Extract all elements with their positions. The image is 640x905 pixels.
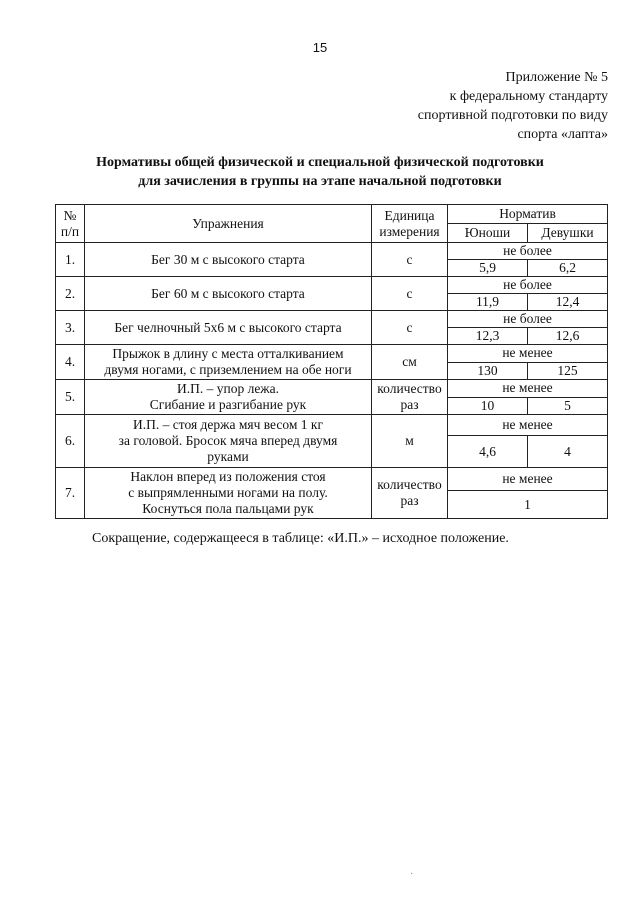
table-row bbox=[56, 415, 608, 436]
row-boys-value: 12,3 bbox=[448, 328, 528, 345]
header-row bbox=[56, 205, 608, 224]
unit-line: количество bbox=[377, 477, 442, 492]
row-girls-value: 5 bbox=[528, 397, 608, 415]
title-line: Нормативы общей физической и специальной физической подготовки bbox=[96, 155, 544, 170]
row-condition: не менее bbox=[448, 468, 608, 491]
row-condition: не менее bbox=[448, 415, 608, 436]
header-boys: Юноши bbox=[448, 224, 528, 243]
header-exercise: Упражнения bbox=[85, 205, 372, 243]
row-exercise: Бег 30 м с высокого старта bbox=[85, 243, 372, 277]
row-exercise bbox=[85, 468, 372, 519]
row-boys-value: 4,6 bbox=[448, 436, 528, 468]
row-exercise: Бег 60 м с высокого старта bbox=[85, 277, 372, 311]
row-num: 3. bbox=[56, 311, 85, 345]
exercise-line: Сгибание и разгибание рук bbox=[149, 397, 307, 412]
row-condition: не более bbox=[448, 277, 608, 294]
bottom-mark: · bbox=[410, 868, 414, 879]
header-girls: Девушки bbox=[528, 224, 608, 243]
row-boys-value: 11,9 bbox=[448, 294, 528, 311]
row-num: 4. bbox=[56, 345, 85, 380]
row-condition: не менее bbox=[448, 345, 608, 363]
row-exercise bbox=[85, 345, 372, 380]
row-unit: см bbox=[372, 345, 448, 380]
row-unit: с bbox=[372, 243, 448, 277]
title-line: для зачисления в группы на этапе начальной подготовки bbox=[138, 174, 502, 189]
row-condition: не более bbox=[448, 311, 608, 328]
exercise-line: двумя ногами, с приземлением на обе ноги bbox=[104, 362, 352, 377]
table-row bbox=[56, 380, 608, 398]
row-num: 1. bbox=[56, 243, 85, 277]
document-title bbox=[0, 153, 640, 191]
table-row bbox=[56, 243, 608, 260]
row-unit: с bbox=[372, 311, 448, 345]
appendix-line: к федеральному стандарту bbox=[449, 89, 608, 104]
exercise-line: И.П. – упор лежа. bbox=[176, 381, 280, 396]
row-girls-value: 12,6 bbox=[528, 328, 608, 345]
table-row bbox=[56, 345, 608, 363]
header-norm: Норматив bbox=[448, 205, 608, 224]
row-num: 2. bbox=[56, 277, 85, 311]
appendix-line: спортивной подготовки по виду bbox=[417, 108, 608, 123]
row-unit: с bbox=[372, 277, 448, 311]
standards-table bbox=[55, 204, 608, 519]
row-unit: м bbox=[372, 415, 448, 468]
row-both-value: 1 bbox=[448, 491, 608, 519]
exercise-line: руками bbox=[207, 449, 249, 464]
row-boys-value: 130 bbox=[448, 362, 528, 380]
exercise-line: Прыжок в длину с места отталкиванием bbox=[112, 346, 344, 361]
exercise-line: с выпрямленными ногами на полу. bbox=[128, 485, 328, 500]
row-exercise bbox=[85, 415, 372, 468]
unit-line: раз bbox=[400, 397, 419, 412]
unit-line: раз bbox=[400, 493, 419, 508]
exercise-line: за головой. Бросок мяча вперед двумя bbox=[118, 433, 338, 448]
row-num: 7. bbox=[56, 468, 85, 519]
exercise-line: Коснуться пола пальцами рук bbox=[142, 501, 314, 516]
table-row bbox=[56, 311, 608, 328]
unit-line: количество bbox=[377, 381, 442, 396]
row-girls-value: 6,2 bbox=[528, 260, 608, 277]
row-condition: не более bbox=[448, 243, 608, 260]
row-girls-value: 12,4 bbox=[528, 294, 608, 311]
row-girls-value: 4 bbox=[528, 436, 608, 468]
header-unit: Единица измерения bbox=[372, 205, 448, 243]
appendix-header bbox=[418, 68, 608, 144]
row-unit bbox=[372, 380, 448, 415]
row-num: 6. bbox=[56, 415, 85, 468]
row-num: 5. bbox=[56, 380, 85, 415]
table-row bbox=[56, 468, 608, 491]
exercise-line: И.П. – стоя держа мяч весом 1 кг bbox=[132, 417, 323, 432]
exercise-line: Наклон вперед из положения стоя bbox=[130, 469, 326, 484]
row-exercise bbox=[85, 380, 372, 415]
row-boys-value: 10 bbox=[448, 397, 528, 415]
header-num: № п/п bbox=[56, 205, 85, 243]
page-number: 15 bbox=[312, 40, 328, 55]
footnote: Сокращение, содержащееся в таблице: «И.П.» – исходное положение. bbox=[92, 531, 509, 546]
row-boys-value: 5,9 bbox=[448, 260, 528, 277]
row-girls-value: 125 bbox=[528, 362, 608, 380]
appendix-line: Приложение № 5 bbox=[505, 70, 608, 85]
table-row bbox=[56, 277, 608, 294]
appendix-line: спорта «лапта» bbox=[517, 127, 608, 142]
row-unit bbox=[372, 468, 448, 519]
row-condition: не менее bbox=[448, 380, 608, 398]
row-exercise: Бег челночный 5х6 м с высокого старта bbox=[85, 311, 372, 345]
